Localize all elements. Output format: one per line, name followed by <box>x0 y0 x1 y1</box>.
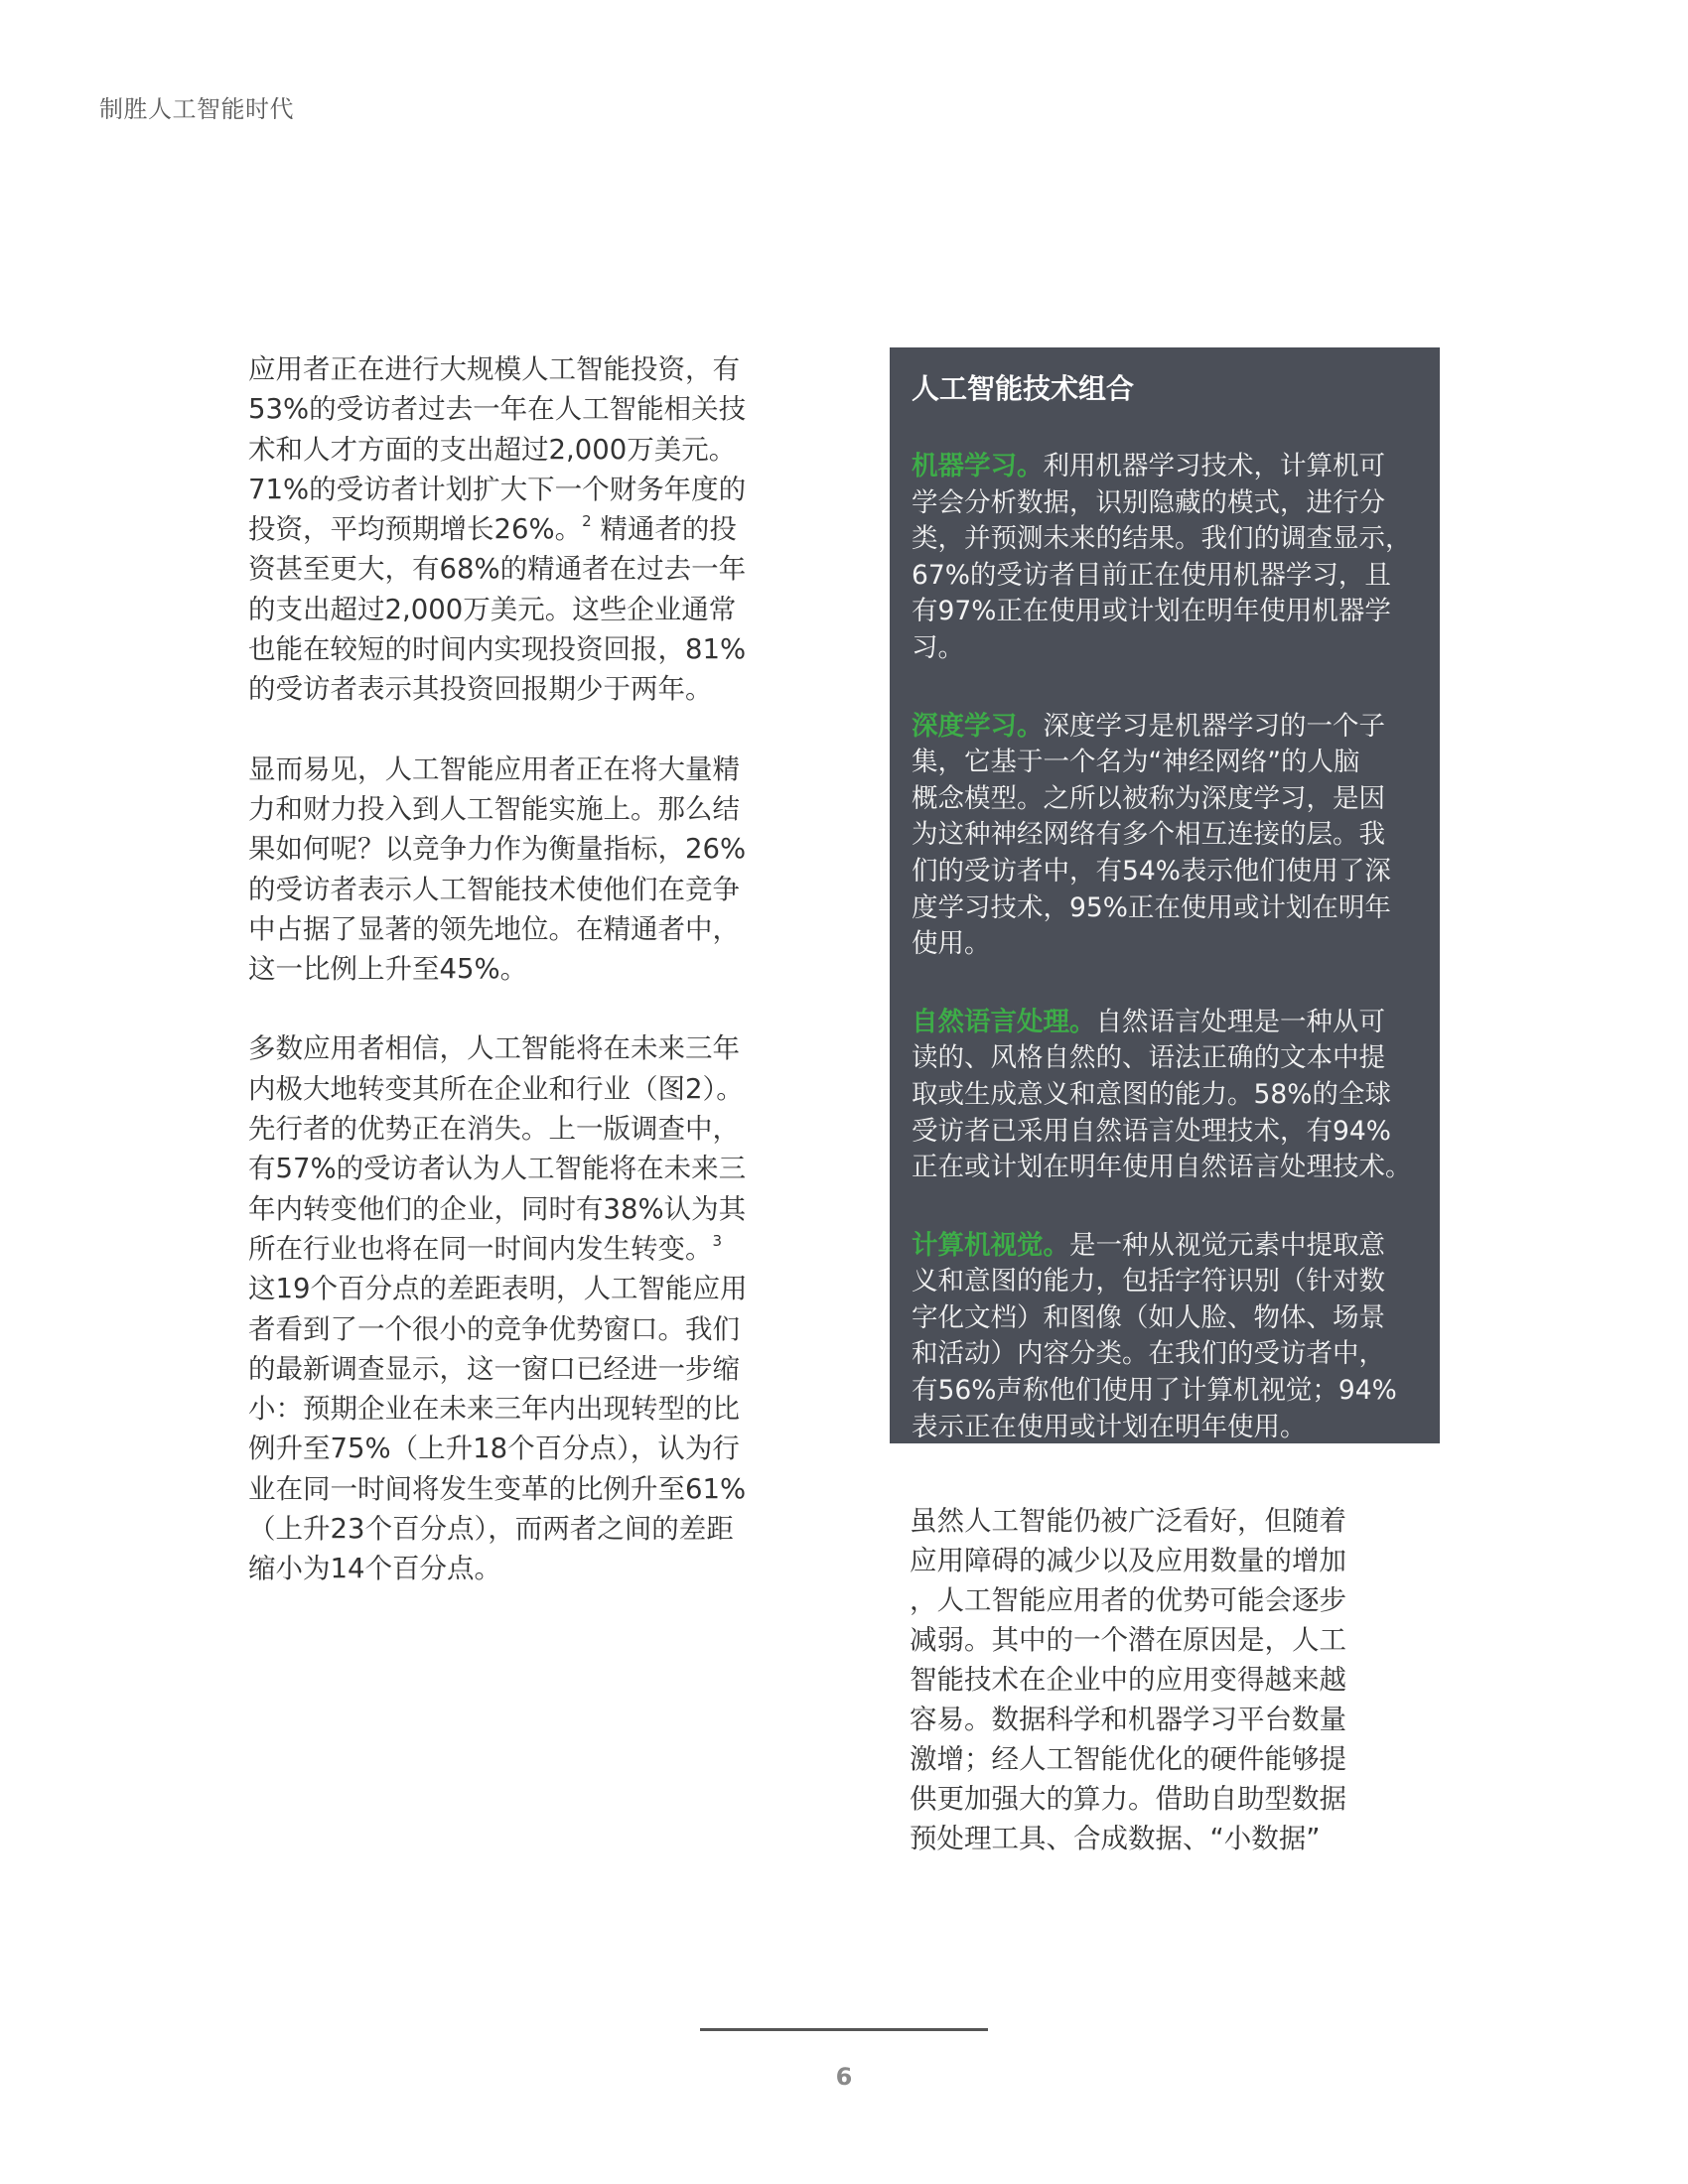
text-line: 有57%的受访者认为人工智能将在未来三 <box>248 1153 747 1185</box>
text-segment: 自然语言处理是一种从可 <box>1095 1006 1385 1037</box>
text-line: 也能在较短的时间内实现投资回报，81% <box>248 633 747 666</box>
paragraph-transformation <box>248 1028 804 1588</box>
text-line: 内极大地转变其所在企业和行业（图2）。 <box>248 1072 744 1105</box>
text-line <box>912 1228 1440 1265</box>
text-line: 使用。 <box>912 928 991 960</box>
section-computer-vision <box>912 1228 1440 1446</box>
paragraph-competitiveness <box>248 750 804 990</box>
text-line: 中占据了显著的领先地位。在精通者中， <box>248 912 740 945</box>
text-line: 学会分析数据，识别隐藏的模式，进行分 <box>912 486 1385 518</box>
text-line: 例升至75%（上升18个百分点），认为行 <box>248 1433 740 1465</box>
section-machine-learning <box>912 449 1440 667</box>
term-deep-learning: 深度学习。 <box>912 710 1044 742</box>
text-line: 概念模型。之所以被称为深度学习，是因 <box>912 782 1385 814</box>
text-line: 的受访者表示人工智能技术使他们在竞争 <box>248 873 740 905</box>
text-line: 激增；经人工智能优化的硬件能够提 <box>910 1743 1346 1775</box>
text-line: 业在同一时间将发生变革的比例升至61% <box>248 1472 747 1505</box>
running-header: 制胜人工智能时代 <box>99 95 294 123</box>
text-line: 力和财力投入到人工智能实施上。那么结 <box>248 792 740 825</box>
text-line: 多数应用者相信，人工智能将在未来三年 <box>248 1032 740 1065</box>
text-line: 为这种神经网络有多个相互连接的层。我 <box>912 819 1385 851</box>
text-line: 预处理工具、合成数据、“小数据” <box>910 1823 1321 1854</box>
text-line <box>912 1005 1440 1041</box>
text-line: 义和意图的能力，包括字符识别（针对数 <box>912 1266 1385 1297</box>
text-line: 67%的受访者目前正在使用机器学习，且 <box>912 559 1391 591</box>
text-line: 资甚至更大，有68%的精通者在过去一年 <box>248 553 747 586</box>
text-line: 53%的受访者过去一年在人工智能相关技 <box>248 393 747 426</box>
text-line: 的支出超过2,000万美元。这些企业通常 <box>248 593 737 625</box>
text-line: 年内转变他们的企业，同时有38%认为其 <box>248 1192 747 1225</box>
text-line: 术和人才方面的支出超过2,000万美元。 <box>248 433 737 466</box>
text-line <box>248 509 804 549</box>
text-line <box>912 449 1440 485</box>
term-computer-vision: 计算机视觉。 <box>912 1229 1069 1261</box>
sidebar-title: 人工智能技术组合 <box>912 372 1135 405</box>
footer-divider <box>700 2028 988 2031</box>
text-segment: 所在行业也将在同一时间内发生转变。 <box>248 1232 713 1265</box>
term-nlp: 自然语言处理。 <box>912 1006 1096 1037</box>
text-line: 有56%声称他们使用了计算机视觉；94% <box>912 1375 1397 1407</box>
term-machine-learning: 机器学习。 <box>912 451 1044 481</box>
text-line: ，人工智能应用者的优势可能会逐步 <box>910 1584 1346 1616</box>
text-line: 度学习技术，95%正在使用或计划在明年 <box>912 891 1391 923</box>
text-segment: 利用机器学习技术，计算机可 <box>1043 451 1385 481</box>
text-line <box>248 1229 804 1269</box>
text-line: 减弱。其中的一个潜在原因是，人工 <box>910 1624 1346 1656</box>
text-line: 小：预期企业在未来三年内出现转型的比 <box>248 1393 740 1426</box>
text-line: 容易。数据科学和机器学习平台数量 <box>910 1704 1346 1735</box>
text-line: 应用者正在进行大规模人工智能投资，有 <box>248 353 740 385</box>
text-line: 先行者的优势正在消失。上一版调查中， <box>248 1113 740 1146</box>
text-line: 供更加强大的算力。借助自助型数据 <box>910 1783 1346 1815</box>
page-number: 6 <box>835 2063 853 2091</box>
text-line: 字化文档）和图像（如人脸、物体、场景 <box>912 1301 1385 1333</box>
text-line: 的最新调查显示，这一窗口已经进一步缩 <box>248 1352 740 1385</box>
text-line: 习。 <box>912 631 964 663</box>
text-segment: 深度学习是机器学习的一个子 <box>1043 710 1385 742</box>
text-line: 显而易见，人工智能应用者正在将大量精 <box>248 752 740 785</box>
text-line: 的受访者表示其投资回报期少于两年。 <box>248 673 713 706</box>
text-line: 正在或计划在明年使用自然语言处理技术。 <box>912 1152 1412 1183</box>
text-line: 集，它基于一个名为“神经网络”的人脑 <box>912 747 1360 778</box>
right-column-paragraph <box>910 1501 1446 1858</box>
text-line: 者看到了一个很小的竞争优势窗口。我们 <box>248 1312 740 1345</box>
section-natural-language-processing <box>912 1005 1440 1186</box>
text-line: 取或生成意义和意图的能力。58%的全球 <box>912 1078 1391 1110</box>
text-segment: 是一种从视觉元素中提取意 <box>1069 1229 1385 1261</box>
footnote-ref-3[interactable]: 3 <box>712 1231 723 1250</box>
text-line: 缩小为14个百分点。 <box>248 1553 501 1585</box>
text-line: 表示正在使用或计划在明年使用。 <box>912 1411 1307 1442</box>
text-line: （上升23个百分点），而两者之间的差距 <box>248 1513 734 1546</box>
ai-technology-sidebar <box>890 347 1440 1443</box>
text-segment: 精通者的投 <box>591 513 737 546</box>
text-line: 和活动）内容分类。在我们的受访者中， <box>912 1338 1385 1370</box>
text-line: 们的受访者中，有54%表示他们使用了深 <box>912 855 1391 887</box>
paragraph-investment <box>248 349 804 710</box>
section-deep-learning <box>912 709 1440 963</box>
text-line: 71%的受访者计划扩大下一个财务年度的 <box>248 473 747 505</box>
text-line: 类，并预测未来的结果。我们的调查显示， <box>912 523 1412 555</box>
text-line: 果如何呢？以竞争力作为衡量指标，26% <box>248 833 747 866</box>
text-line <box>912 709 1440 746</box>
text-line: 有97%正在使用或计划在明年使用机器学 <box>912 596 1391 627</box>
text-line: 受访者已采用自然语言处理技术，有94% <box>912 1115 1391 1147</box>
text-line: 应用障碍的减少以及应用数量的增加 <box>910 1545 1346 1576</box>
footnote-ref-2[interactable]: 2 <box>582 512 592 531</box>
text-line: 虽然人工智能仍被广泛看好，但随着 <box>910 1505 1346 1537</box>
text-segment: 投资，平均预期增长26%。 <box>248 513 583 546</box>
text-line: 这19个百分点的差距表明，人工智能应用 <box>248 1273 748 1305</box>
text-line: 这一比例上升至45%。 <box>248 953 528 986</box>
left-column <box>248 349 804 1589</box>
text-line: 读的、风格自然的、语法正确的文本中提 <box>912 1042 1385 1074</box>
text-line: 智能技术在企业中的应用变得越来越 <box>910 1664 1346 1696</box>
